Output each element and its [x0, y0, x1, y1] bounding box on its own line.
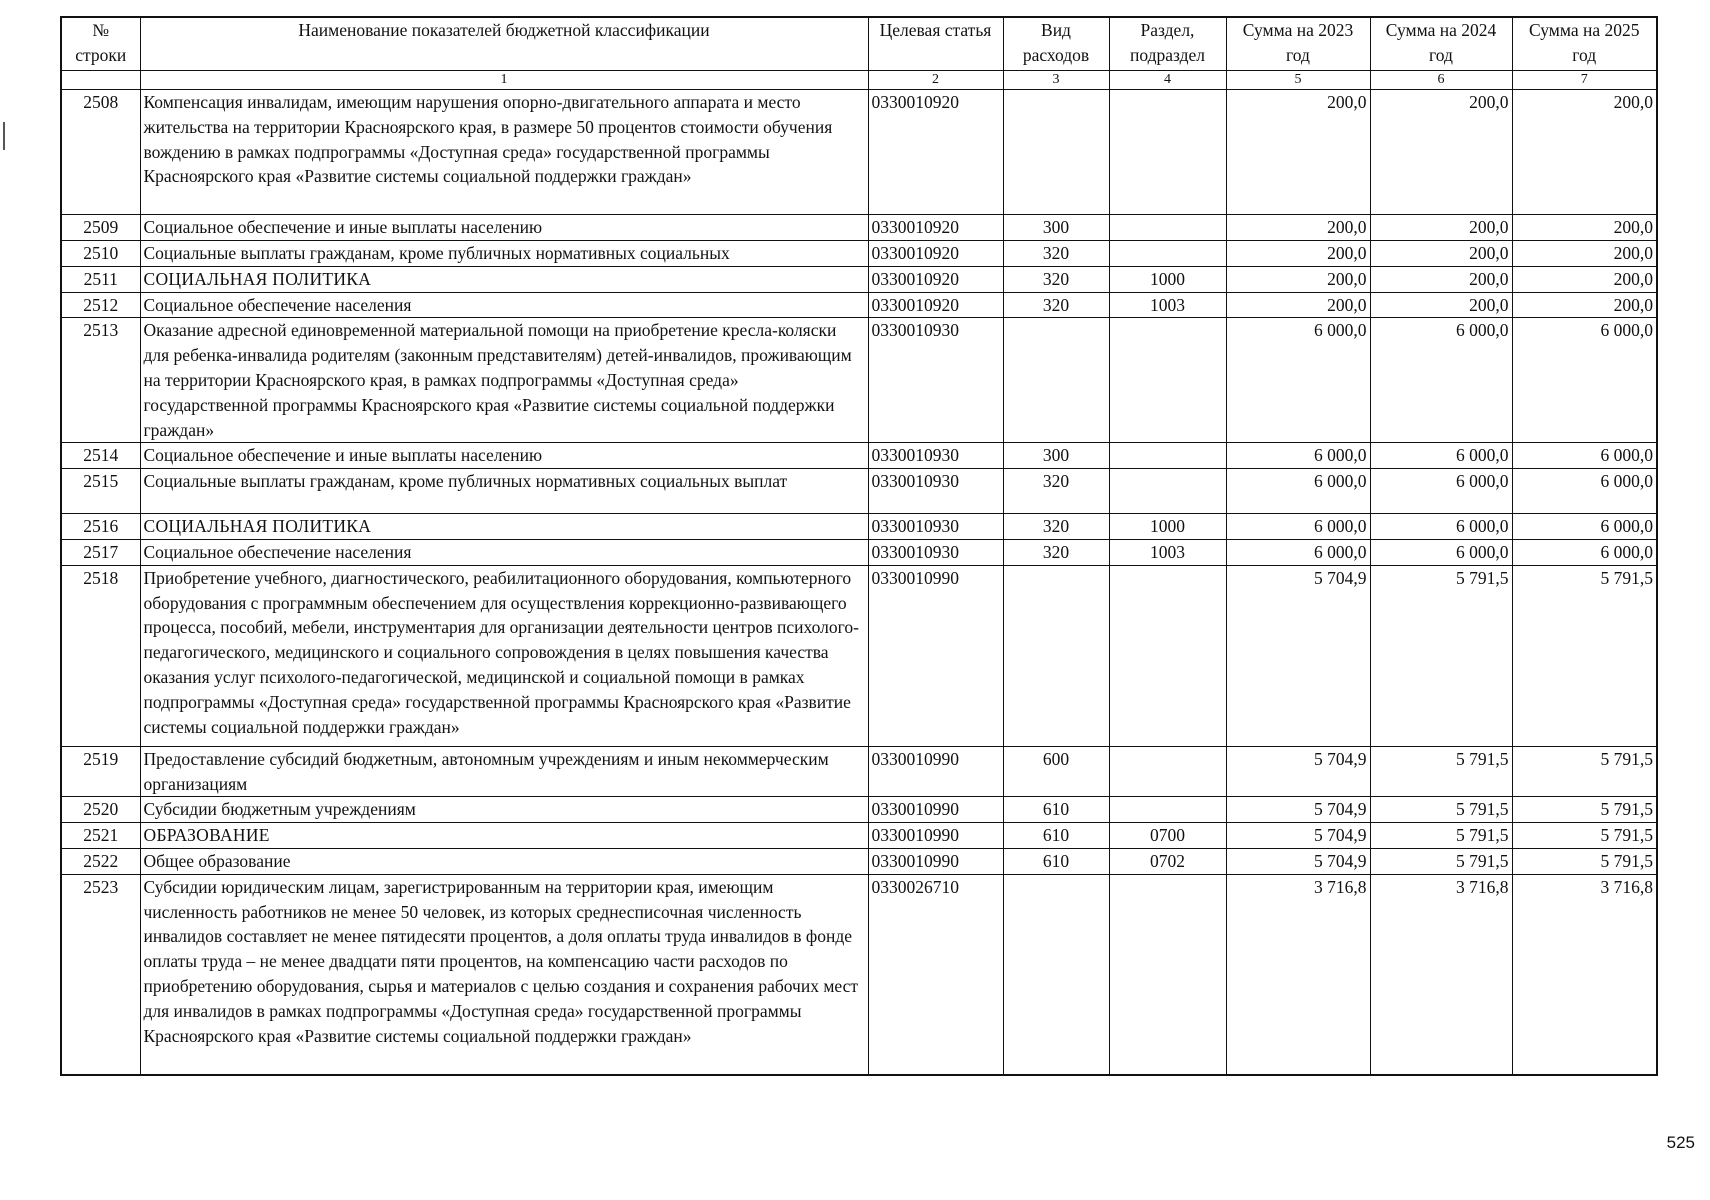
sum-2023-cell: 200,0	[1226, 240, 1370, 266]
col-number: 5	[1226, 71, 1370, 90]
indicator-name-cell: Субсидии юридическим лицам, зарегистрированным на территории края, имеющим численность работников не менее 50 человек, из которых среднесписочная численность инвалидов составляет не менее пятидесяти процентов, а доля оплаты труда инвалидов в фонде оплаты труда – не менее двадцати пяти процентов, на компенсацию части расходов по приобретению оборудования, сырья и материалов с целью создания и сохранения рабочих мест для инвалидов в рамках подпрограммы «Доступная среда» государственной программы Красноярского края «Развитие системы социальной поддержки граждан»	[140, 874, 868, 1075]
sum-2025-cell: 6 000,0	[1512, 443, 1657, 469]
sum-2024-cell: 200,0	[1370, 266, 1512, 292]
sum-2024-cell: 200,0	[1370, 215, 1512, 241]
sum-2023-cell: 200,0	[1226, 292, 1370, 318]
col-number: 2	[868, 71, 1003, 90]
section-cell	[1109, 215, 1226, 241]
sum-2024-cell: 200,0	[1370, 292, 1512, 318]
table-row	[61, 215, 1657, 241]
table-row	[61, 848, 1657, 874]
sum-2024-cell: 6 000,0	[1370, 539, 1512, 565]
table-row	[61, 539, 1657, 565]
section-cell	[1109, 318, 1226, 443]
target-article-cell: 0330010990	[868, 746, 1003, 797]
section-cell	[1109, 90, 1226, 215]
target-article-cell: 0330010930	[868, 514, 1003, 540]
section-cell: 1003	[1109, 292, 1226, 318]
indicator-name-cell: Социальное обеспечение и иные выплаты населению	[140, 443, 868, 469]
sum-2023-cell: 5 704,9	[1226, 565, 1370, 746]
target-article-cell: 0330010990	[868, 565, 1003, 746]
table-row	[61, 240, 1657, 266]
sum-2024-cell: 5 791,5	[1370, 565, 1512, 746]
target-article-cell: 0330010930	[868, 469, 1003, 514]
sum-2025-cell: 6 000,0	[1512, 539, 1657, 565]
sum-2025-cell: 200,0	[1512, 215, 1657, 241]
sum-2024-cell: 6 000,0	[1370, 318, 1512, 443]
sum-2023-cell: 5 704,9	[1226, 746, 1370, 797]
expense-type-cell	[1003, 874, 1109, 1075]
indicator-name-cell: Социальные выплаты гражданам, кроме публичных нормативных социальных	[140, 240, 868, 266]
table-body	[61, 90, 1657, 1076]
table-row	[61, 443, 1657, 469]
sum-2025-cell: 6 000,0	[1512, 514, 1657, 540]
table-row	[61, 90, 1657, 215]
section-cell: 1000	[1109, 514, 1226, 540]
table-row	[61, 318, 1657, 443]
target-article-cell: 0330010990	[868, 797, 1003, 823]
row-number-cell: 2511	[61, 266, 140, 292]
target-article-cell: 0330010920	[868, 240, 1003, 266]
row-number-cell: 2510	[61, 240, 140, 266]
sum-2025-cell: 3 716,8	[1512, 874, 1657, 1075]
section-cell: 0702	[1109, 848, 1226, 874]
indicator-name-cell: Приобретение учебного, диагностического, реабилитационного оборудования, компьютерного оборудования с программным обеспечением для осуществления коррекционно-развивающего процесса, пособий, мебели, инструментария для организации деятельности центров психолого-педагогического, медицинского и социального сопровождения в целях повышения качества оказания услуг психолого-педагогической, медицинской и социальной помощи в рамках подпрограммы «Доступная среда» государственной программы Красноярского края «Развитие системы социальной поддержки граждан»	[140, 565, 868, 746]
target-article-cell: 0330010920	[868, 266, 1003, 292]
indicator-name-cell: Социальное обеспечение населения	[140, 539, 868, 565]
sum-2024-cell: 5 791,5	[1370, 797, 1512, 823]
sum-2025-cell: 200,0	[1512, 240, 1657, 266]
col-number: 6	[1370, 71, 1512, 90]
target-article-cell: 0330010930	[868, 318, 1003, 443]
sum-2023-cell: 200,0	[1226, 215, 1370, 241]
row-number-cell: 2514	[61, 443, 140, 469]
target-article-cell: 0330026710	[868, 874, 1003, 1075]
table-row	[61, 292, 1657, 318]
indicator-name-cell: СОЦИАЛЬНАЯ ПОЛИТИКА	[140, 266, 868, 292]
sum-2024-cell: 200,0	[1370, 90, 1512, 215]
section-cell	[1109, 240, 1226, 266]
table-row	[61, 797, 1657, 823]
header-sum-2025: Сумма на 2025 год	[1512, 17, 1657, 71]
sum-2023-cell: 200,0	[1226, 266, 1370, 292]
row-number-cell: 2516	[61, 514, 140, 540]
row-number-cell: 2522	[61, 848, 140, 874]
section-cell	[1109, 565, 1226, 746]
expense-type-cell: 320	[1003, 240, 1109, 266]
row-number-cell: 2515	[61, 469, 140, 514]
sum-2023-cell: 5 704,9	[1226, 848, 1370, 874]
sum-2025-cell: 5 791,5	[1512, 565, 1657, 746]
sum-2025-cell: 5 791,5	[1512, 746, 1657, 797]
sum-2023-cell: 200,0	[1226, 90, 1370, 215]
table-row	[61, 565, 1657, 746]
sum-2024-cell: 200,0	[1370, 240, 1512, 266]
indicator-name-cell: Предоставление субсидий бюджетным, автономным учреждениям и иным некоммерческим организациям	[140, 746, 868, 797]
section-cell	[1109, 443, 1226, 469]
target-article-cell: 0330010990	[868, 848, 1003, 874]
expense-type-cell: 300	[1003, 215, 1109, 241]
sum-2024-cell: 5 791,5	[1370, 848, 1512, 874]
row-number-cell: 2523	[61, 874, 140, 1075]
expense-type-cell	[1003, 565, 1109, 746]
col-number: 7	[1512, 71, 1657, 90]
target-article-cell: 0330010990	[868, 823, 1003, 849]
header-sum-2024: Сумма на 2024 год	[1370, 17, 1512, 71]
target-article-cell: 0330010930	[868, 539, 1003, 565]
expense-type-cell	[1003, 318, 1109, 443]
table-row	[61, 874, 1657, 1075]
indicator-name-cell: Компенсация инвалидам, имеющим нарушения опорно-двигательного аппарата и место жительства на территории Красноярского края, в размере 50 процентов стоимости обучения вождению в рамках подпрограммы «Доступная среда» государственной программы Красноярского края «Развитие системы социальной поддержки граждан»	[140, 90, 868, 215]
expense-type-cell: 610	[1003, 848, 1109, 874]
table-row	[61, 746, 1657, 797]
sum-2025-cell: 5 791,5	[1512, 848, 1657, 874]
table-header	[61, 17, 1657, 90]
section-cell	[1109, 797, 1226, 823]
indicator-name-cell: Социальные выплаты гражданам, кроме публичных нормативных социальных выплат	[140, 469, 868, 514]
table-row	[61, 514, 1657, 540]
sum-2024-cell: 6 000,0	[1370, 514, 1512, 540]
section-cell: 0700	[1109, 823, 1226, 849]
sum-2023-cell: 6 000,0	[1226, 539, 1370, 565]
section-cell: 1000	[1109, 266, 1226, 292]
sum-2024-cell: 5 791,5	[1370, 746, 1512, 797]
sum-2023-cell: 6 000,0	[1226, 469, 1370, 514]
sum-2023-cell: 6 000,0	[1226, 443, 1370, 469]
col-number: 4	[1109, 71, 1226, 90]
sum-2025-cell: 5 791,5	[1512, 797, 1657, 823]
target-article-cell: 0330010930	[868, 443, 1003, 469]
indicator-name-cell: Общее образование	[140, 848, 868, 874]
expense-type-cell: 320	[1003, 292, 1109, 318]
row-number-cell: 2519	[61, 746, 140, 797]
section-cell	[1109, 874, 1226, 1075]
expense-type-cell: 320	[1003, 539, 1109, 565]
expense-type-cell: 600	[1003, 746, 1109, 797]
expense-type-cell: 320	[1003, 266, 1109, 292]
header-sum-2023: Сумма на 2023 год	[1226, 17, 1370, 71]
section-cell	[1109, 746, 1226, 797]
section-cell: 1003	[1109, 539, 1226, 565]
header-target: Целевая статья	[868, 17, 1003, 71]
indicator-name-cell: СОЦИАЛЬНАЯ ПОЛИТИКА	[140, 514, 868, 540]
sum-2023-cell: 5 704,9	[1226, 823, 1370, 849]
expense-type-cell: 320	[1003, 469, 1109, 514]
indicator-name-cell: Социальное обеспечение и иные выплаты населению	[140, 215, 868, 241]
target-article-cell: 0330010920	[868, 292, 1003, 318]
row-number-cell: 2509	[61, 215, 140, 241]
expense-type-cell: 300	[1003, 443, 1109, 469]
sum-2023-cell: 3 716,8	[1226, 874, 1370, 1075]
table-row	[61, 823, 1657, 849]
target-article-cell: 0330010920	[868, 90, 1003, 215]
expense-type-cell: 320	[1003, 514, 1109, 540]
indicator-name-cell: ОБРАЗОВАНИЕ	[140, 823, 868, 849]
indicator-name-cell: Субсидии бюджетным учреждениям	[140, 797, 868, 823]
row-number-cell: 2513	[61, 318, 140, 443]
indicator-name-cell: Оказание адресной единовременной материальной помощи на приобретение кресла-коляски для ребенка-инвалида родителям (законным представителям) детей-инвалидов, проживающим на территории Красноярского края, в рамках подпрограммы «Доступная среда» государственной программы Красноярского края «Развитие системы социальной поддержки граждан»	[140, 318, 868, 443]
budget-table	[60, 16, 1658, 1076]
row-number-cell: 2520	[61, 797, 140, 823]
sum-2025-cell: 6 000,0	[1512, 469, 1657, 514]
header-name: Наименование показателей бюджетной классификации	[140, 17, 868, 71]
row-number-cell: 2517	[61, 539, 140, 565]
header-row-no: № строки	[61, 17, 140, 71]
table-row	[61, 266, 1657, 292]
sum-2024-cell: 5 791,5	[1370, 823, 1512, 849]
row-number-cell: 2512	[61, 292, 140, 318]
row-number-cell: 2521	[61, 823, 140, 849]
row-number-cell: 2518	[61, 565, 140, 746]
expense-type-cell: 610	[1003, 823, 1109, 849]
expense-type-cell: 610	[1003, 797, 1109, 823]
sum-2024-cell: 6 000,0	[1370, 469, 1512, 514]
sum-2025-cell: 200,0	[1512, 266, 1657, 292]
column-number-row	[61, 71, 1657, 90]
sum-2024-cell: 3 716,8	[1370, 874, 1512, 1075]
header-section: Раздел, подраздел	[1109, 17, 1226, 71]
margin-mark	[3, 122, 5, 150]
col-number: 1	[140, 71, 868, 90]
page-number: 525	[1666, 1133, 1695, 1152]
sum-2023-cell: 6 000,0	[1226, 318, 1370, 443]
indicator-name-cell: Социальное обеспечение населения	[140, 292, 868, 318]
sum-2025-cell: 200,0	[1512, 292, 1657, 318]
sum-2025-cell: 200,0	[1512, 90, 1657, 215]
col-number: 3	[1003, 71, 1109, 90]
section-cell	[1109, 469, 1226, 514]
header-expense-type: Вид расходов	[1003, 17, 1109, 71]
table-row	[61, 469, 1657, 514]
row-number-cell: 2508	[61, 90, 140, 215]
sum-2023-cell: 6 000,0	[1226, 514, 1370, 540]
sum-2025-cell: 6 000,0	[1512, 318, 1657, 443]
sum-2023-cell: 5 704,9	[1226, 797, 1370, 823]
target-article-cell: 0330010920	[868, 215, 1003, 241]
sum-2025-cell: 5 791,5	[1512, 823, 1657, 849]
col-number	[61, 71, 140, 90]
expense-type-cell	[1003, 90, 1109, 215]
sum-2024-cell: 6 000,0	[1370, 443, 1512, 469]
